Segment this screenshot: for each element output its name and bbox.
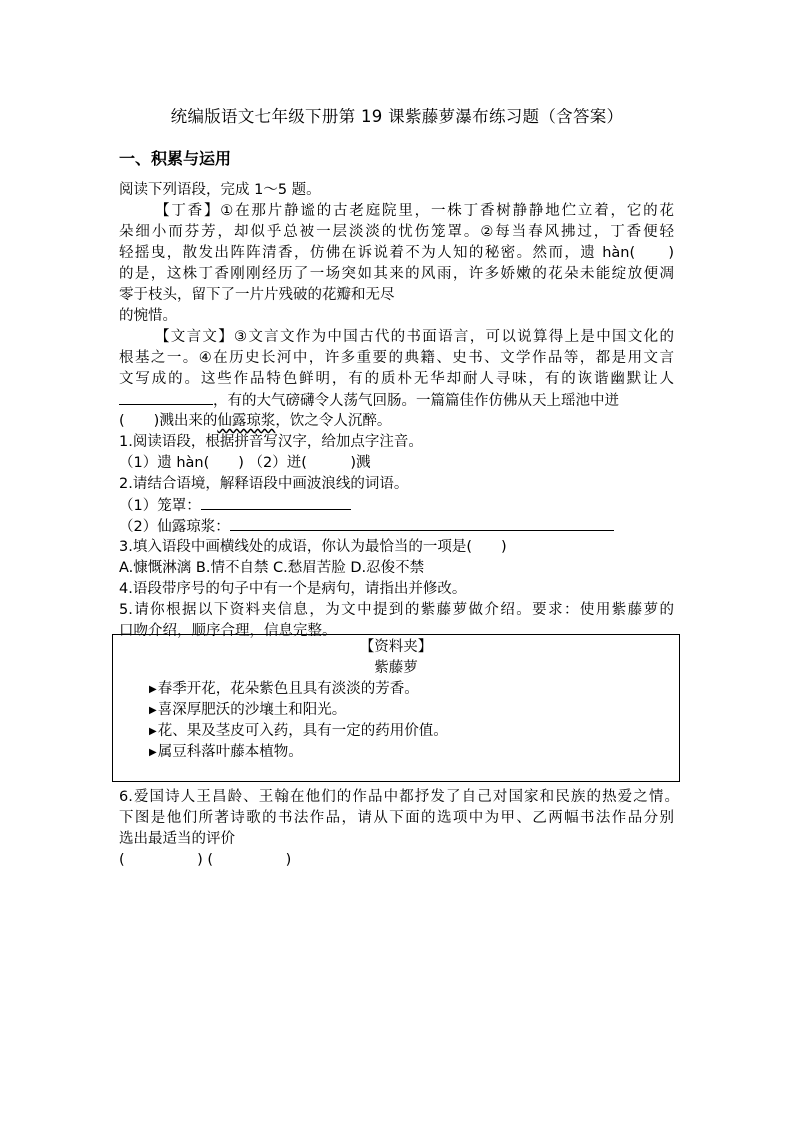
question-2-item-2: （2）仙露琼浆： bbox=[119, 516, 614, 538]
wavy-underlined-word: 仙露琼浆 bbox=[217, 413, 276, 429]
resource-item: ▶喜深厚肥沃的沙壤土和阳光。 bbox=[149, 702, 347, 718]
answer-blank[interactable] bbox=[230, 516, 614, 531]
idiom-blank[interactable] bbox=[119, 390, 213, 405]
bullet-triangle-icon: ▶ bbox=[149, 705, 157, 716]
question-6-cont: 选出最适当的评价 bbox=[119, 831, 235, 847]
instruction-text: 阅读下列语段，完成 1～5 题。 bbox=[119, 182, 321, 198]
resource-box-name: 紫藤萝 bbox=[374, 660, 418, 676]
para1-line: 的是，这株丁香刚刚经历了一场突如其来的风雨，许多娇嫩的花朵未能绽放便凋 bbox=[119, 266, 674, 282]
para2-line: 【文言文】③文言文作为中国古代的书面语言，可以说算得上是中国文化的 bbox=[155, 329, 674, 345]
question-3-options: A.慷慨淋漓 B.情不自禁 C.愁眉苦脸 D.忍俊不禁 bbox=[119, 560, 425, 576]
para1-line: 的惋惜。 bbox=[119, 308, 177, 324]
question-2: 2.请结合语境，解释语段中画波浪线的词语。 bbox=[119, 476, 409, 492]
para1-line: 【丁香】①在那片静谧的古老庭院里，一株丁香树静静地伫立着，它的花 bbox=[155, 203, 674, 219]
resource-item: ▶花、果及茎皮可入药，具有一定的药用价值。 bbox=[149, 723, 448, 739]
para2-line: 文写成的。这些作品特色鲜明，有的质朴无华却耐人寻味，有的诙谐幽默让人 bbox=[119, 371, 674, 387]
section-heading: 一、积累与运用 bbox=[119, 149, 232, 168]
question-1: 1.阅读语段，根据拼音写汉字，给加点字注音。 bbox=[119, 434, 423, 450]
document-title: 统编版语文七年级下册第 19 课紫藤萝瀑布练习题（含答案） bbox=[170, 107, 624, 126]
bullet-triangle-icon: ▶ bbox=[149, 747, 157, 758]
question-3: 3.填入语段中画横线处的成语，你认为最恰当的一项是( ) bbox=[119, 539, 507, 555]
resource-item: ▶属豆科落叶藤本植物。 bbox=[149, 744, 303, 760]
question-4: 4.语段带序号的句子中有一个是病句，请指出并修改。 bbox=[119, 581, 467, 597]
question-6-answer-brackets[interactable]: ( ) ( ) bbox=[119, 852, 292, 868]
resource-item: ▶春季开花，花朵紫色且具有淡淡的芳香。 bbox=[149, 681, 419, 697]
resource-box bbox=[112, 634, 680, 782]
question-1-answer-line: （1）遗 hàn( ) （2）迸( )溅 bbox=[119, 455, 371, 471]
resource-box-label: 【资料夹】 bbox=[359, 639, 433, 655]
bullet-triangle-icon: ▶ bbox=[149, 684, 157, 695]
para1-line: 朵细小而芬芳，却似乎总被一层淡淡的忧伤笼罩。②每当春风拂过，丁香便轻 bbox=[119, 224, 674, 240]
question-6: 6.爱国诗人王昌龄、王翰在他们的作品中都抒发了自己对国家和民族的热爱之情。 bbox=[119, 789, 679, 805]
para2-line-with-blank: ，有的大气磅礴令人荡气回肠。一篇篇佳作仿佛从天上瑶池中迸 bbox=[119, 390, 619, 412]
para1-line: 零于枝头，留下了一片片残破的花瓣和无尽 bbox=[119, 287, 395, 303]
bullet-triangle-icon: ▶ bbox=[149, 726, 157, 737]
question-5-cont: 口吻介绍，顺序合理，信息完整。 bbox=[119, 623, 337, 639]
para1-line: 轻摇曳，散发出阵阵清香，仿佛在诉说着不为人知的秘密。然而，遗 hàn( ) bbox=[119, 245, 674, 261]
question-6-cont: 下图是他们所著诗歌的书法作品，请从下面的选项中为甲、乙两幅书法作品分别 bbox=[119, 810, 674, 826]
para2-line: 根基之一。④在历史长河中，许多重要的典籍、史书、文学作品等，都是用文言 bbox=[119, 350, 674, 366]
answer-blank[interactable] bbox=[201, 495, 351, 510]
para2-line: ( )溅出来的仙露琼浆，饮之令人沉醉。 bbox=[119, 413, 392, 429]
question-5: 5.请你根据以下资料夹信息，为文中提到的紫藤萝做介绍。要求：使用紫藤萝的 bbox=[119, 602, 674, 618]
question-2-item-1: （1）笼罩： bbox=[119, 495, 351, 517]
